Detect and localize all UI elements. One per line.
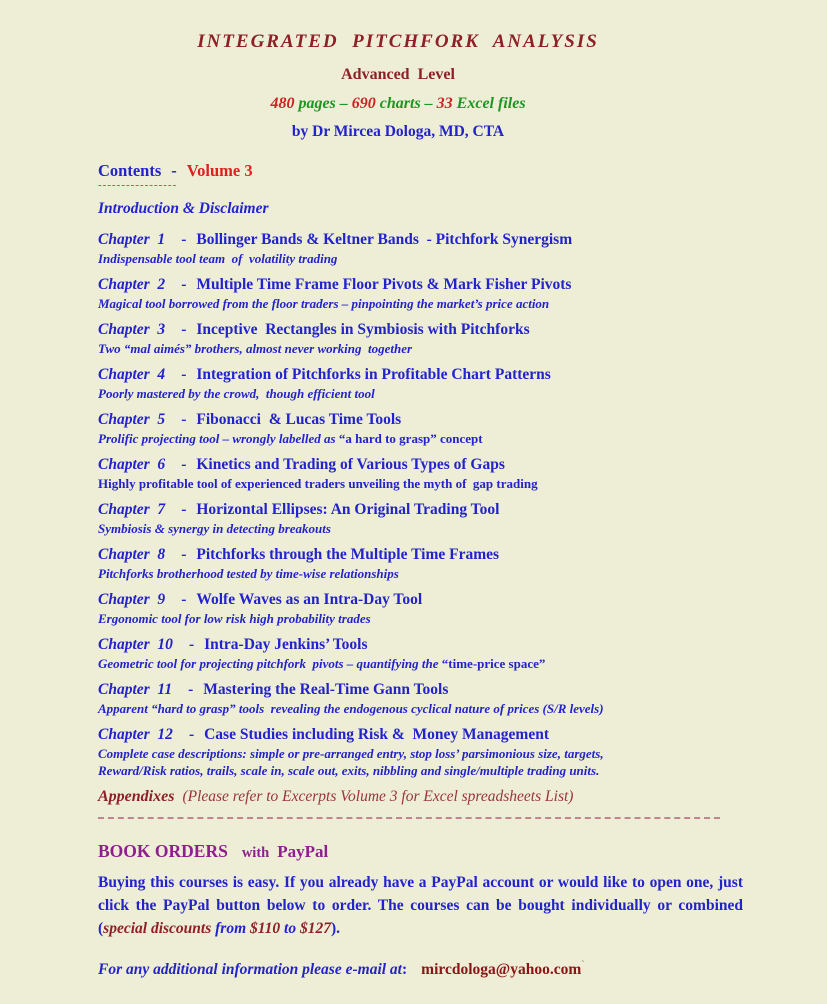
toc-chapter-8 [98,544,743,582]
toc-chapter-9 [98,589,743,627]
subtitle-plain: Highly profitable tool of experienced traders unveiling the myth of gap trading [98,476,538,491]
orders-to-word: to [280,920,300,937]
chapter-subtitle [98,655,743,672]
toc-chapter-6 [98,454,743,492]
chapter-subtitle [98,430,743,447]
chapter-number: Chapter 4 [98,366,166,383]
chapter-number: Chapter 9 [98,591,166,608]
chapter-separator: - [181,501,187,518]
chapter-title: Kinetics and Trading of Various Types of Gaps [196,456,505,473]
subtitle-italic: Poorly mastered by the crowd, though efficient tool [98,386,375,401]
section-divider [98,817,720,819]
chapter-number: Chapter 8 [98,546,166,563]
chapter-number: Chapter 12 [98,726,173,743]
appendix-label: Appendixes [98,788,175,805]
orders-paragraph [98,871,747,940]
contact-line [98,956,743,980]
toc-chapter-7 [98,499,743,537]
chapter-separator: - [181,456,187,473]
chapter-number: Chapter 11 [98,681,173,698]
chapter-title-line [98,454,743,475]
chapter-separator: - [181,321,187,338]
chapter-title: Multiple Time Frame Floor Pivots & Mark Fisher Pivots [196,276,572,293]
paypal-label: PayPal [277,842,329,861]
chapter-subtitle [98,250,743,267]
stat-pages-label: pages – [294,95,352,112]
chapter-title-line [98,229,743,250]
stat-charts-label: charts – [375,95,437,112]
subtitle-italic: Two “mal aimés” brothers, almost never working together [98,341,413,356]
toc-chapter-11 [98,679,743,717]
contents-underline: ----------------- [98,179,178,191]
subtitle-italic: Magical tool borrowed from the floor traders – pinpointing the market’s price action [98,296,550,311]
subtitle-italic: Complete case descriptions: simple or pre-arranged entry, stop loss’ parsimonious size, targets, [98,746,604,761]
chapter-title-line [98,544,743,565]
chapter-subtitle [98,475,743,492]
chapter-title: Fibonacci & Lucas Time Tools [196,411,402,428]
subtitle-italic: Prolific projecting tool – wrongly labelled as [98,431,339,446]
toc-chapter-10 [98,634,743,672]
chapter-title-line [98,724,743,745]
book-orders-heading [98,839,743,865]
stat-excel-count: 33 [436,95,453,112]
chapter-title: Horizontal Ellipses: An Original Trading Tool [196,501,500,518]
chapter-title: Inceptive Rectangles in Symbiosis with Pitchforks [196,321,530,338]
chapter-subtitle [98,745,743,762]
chapter-separator: - [181,591,187,608]
stat-pages-count: 480 [270,95,295,112]
chapter-subtitle [98,610,743,627]
chapter-subtitle [98,295,743,312]
chapter-title-line [98,274,743,295]
chapter-title-line [98,499,743,520]
book-title: INTEGRATED PITCHFORK ANALYSIS [197,31,599,52]
chapter-title-line [98,589,743,610]
chapter-subtitle-line2: Reward/Risk ratios, trails, scale in, scale out, exits, nibbling and single/multiple trading units. [98,763,600,778]
chapter-title-line [98,679,743,700]
subtitle-italic: Indispensable tool team of volatility trading [98,251,338,266]
toc-chapter-5 [98,409,743,447]
chapter-list [98,229,743,779]
contents-volume: Volume 3 [186,161,253,180]
subtitle-italic: Symbiosis & synergy in detecting breakouts [98,521,331,536]
chapter-title: Case Studies including Risk & Money Management [204,726,550,743]
subtitle-italic: Apparent “hard to grasp” tools revealing the endogenous cyclical nature of prices (S/R levels) [98,701,604,716]
chapter-title-line [98,634,743,655]
chapter-title: Pitchforks through the Multiple Time Frames [196,546,500,563]
chapter-separator: - [181,546,187,563]
chapter-separator: - [188,636,195,653]
orders-text-close: ). [330,920,341,937]
subtitle-italic: Pitchforks brotherhood tested by time-wise relationships [98,566,399,581]
stat-excel-label: Excel files [452,95,526,112]
contents-heading [98,161,743,181]
contents-label: Contents [98,161,162,180]
orders-from-word: from [211,920,250,937]
chapter-title: Integration of Pitchforks in Profitable Chart Patterns [196,366,551,383]
chapter-number: Chapter 5 [98,411,166,428]
chapter-separator: - [181,231,187,248]
chapter-subtitle [98,700,743,717]
chapter-separator: - [181,411,187,428]
book-orders-label: BOOK ORDERS [98,841,228,861]
appendix-entry [98,786,743,807]
orders-text-main: Buying this courses is easy. If you already have a PayPal account or would like to open one, just click the PayPal button below to order. The courses can be bought individually or combined ( [98,874,747,937]
chapter-subtitle [98,340,743,357]
chapter-title-line [98,364,743,385]
stray-tick-mark: ` [581,960,585,971]
chapter-title: Bollinger Bands & Keltner Bands - Pitchfork Synergism [196,231,573,248]
orders-discount-label: special discounts [103,920,212,937]
page-header [98,30,698,141]
contact-label: For any additional information please e-mail at [98,961,402,979]
chapter-title: Intra-Day Jenkins’ Tools [204,636,368,653]
chapter-subtitle [98,565,743,582]
book-stats [98,94,698,114]
chapter-separator: - [188,681,194,698]
chapter-number: Chapter 10 [98,636,173,653]
toc-chapter-1 [98,229,743,267]
intro-disclaimer-entry: Introduction & Disclaimer [98,200,269,217]
orders-price-low: $110 [250,920,281,937]
subtitle-plain: “a hard to grasp” concept [338,431,483,446]
contact-email[interactable]: mircdologa@yahoo.com [421,961,582,979]
appendix-note: (Please refer to Excerpts Volume 3 for Excel spreadsheets List) [182,788,574,805]
chapter-title: Mastering the Real-Time Gann Tools [203,681,449,698]
chapter-subtitle [98,385,743,402]
toc-chapter-12 [98,724,743,779]
orders-with-word: with [241,845,270,861]
chapter-separator: - [188,726,195,743]
orders-price-high: $127 [299,920,331,937]
contents-dash: - [171,161,177,180]
chapter-number: Chapter 1 [98,231,166,248]
contact-colon: : [402,961,408,979]
chapter-separator: - [181,276,187,293]
chapter-number: Chapter 3 [98,321,166,338]
chapter-separator: - [181,366,187,383]
toc-chapter-4 [98,364,743,402]
chapter-title-line [98,409,743,430]
stat-charts-count: 690 [351,95,376,112]
book-level: Advanced Level [341,66,455,83]
subtitle-italic: Geometric tool for projecting pitchfork pivots – quantifying the [98,656,442,671]
subtitle-plain: “time-price space” [441,656,546,671]
chapter-number: Chapter 6 [98,456,166,473]
chapter-number: Chapter 2 [98,276,166,293]
toc-chapter-3 [98,319,743,357]
chapter-number: Chapter 7 [98,501,166,518]
chapter-title: Wolfe Waves as an Intra-Day Tool [196,591,423,608]
book-author: by Dr Mircea Dologa, MD, CTA [291,123,505,140]
chapter-subtitle [98,520,743,537]
chapter-title-line [98,319,743,340]
toc-chapter-2 [98,274,743,312]
subtitle-italic: Ergonomic tool for low risk high probability trades [98,611,371,626]
